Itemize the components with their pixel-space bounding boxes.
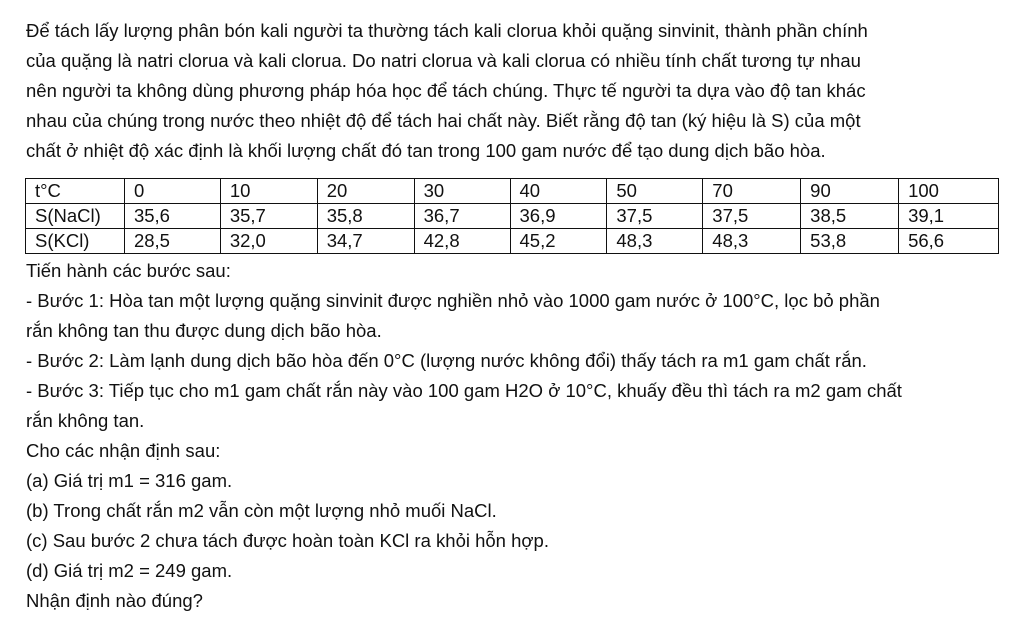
step-line: - Bước 1: Hòa tan một lượng quặng sinvinit được nghiền nhỏ vào 1000 gam nước ở 100°C, lọc bỏ phần (26, 290, 880, 311)
table-cell: 56,6 (899, 229, 999, 254)
table-row-temperature (26, 179, 999, 204)
row-label: S(NaCl) (26, 204, 125, 229)
table-cell: 20 (317, 179, 414, 204)
intro-line: của quặng là natri clorua và kali clorua. Do natri clorua và kali clorua có nhiều tính chất tương tự nhau (26, 50, 861, 71)
procedure-section (26, 256, 1002, 616)
table-row-nacl (26, 204, 999, 229)
table-cell: 0 (124, 179, 220, 204)
table-cell: 45,2 (510, 229, 607, 254)
table-cell: 53,8 (801, 229, 899, 254)
table-cell: 39,1 (899, 204, 999, 229)
statement-a: (a) Giá trị m1 = 316 gam. (26, 470, 233, 491)
table-cell: 28,5 (124, 229, 220, 254)
table-cell: 50 (607, 179, 703, 204)
question: Nhận định nào đúng? (26, 590, 203, 611)
table-cell: 36,9 (510, 204, 607, 229)
table-cell: 34,7 (317, 229, 414, 254)
step-line: rắn không tan. (26, 410, 145, 431)
step-line: - Bước 3: Tiếp tục cho m1 gam chất rắn này vào 100 gam H2O ở 10°C, khuấy đều thì tách ra m2 gam chất (26, 380, 902, 401)
intro-line: Để tách lấy lượng phân bón kali người ta thường tách kali clorua khỏi quặng sinvinit, thành phần chính (26, 20, 868, 41)
statements-heading: Cho các nhận định sau: (26, 440, 221, 461)
table-cell: 35,6 (124, 204, 220, 229)
intro-line: chất ở nhiệt độ xác định là khối lượng chất đó tan trong 100 gam nước để tạo dung dịch bão hòa. (26, 140, 826, 161)
intro-line: nên người ta không dùng phương pháp hóa học để tách chúng. Thực tế người ta dựa vào độ tan khác (26, 80, 866, 101)
table-cell: 70 (703, 179, 801, 204)
table-cell: 37,5 (607, 204, 703, 229)
table-cell: 38,5 (801, 204, 899, 229)
table-cell: 40 (510, 179, 607, 204)
table-cell: 100 (899, 179, 999, 204)
table-row-kcl (26, 229, 999, 254)
table-cell: 30 (414, 179, 510, 204)
solubility-table (25, 178, 999, 254)
table-cell: 37,5 (703, 204, 801, 229)
table-cell: 36,7 (414, 204, 510, 229)
table-cell: 32,0 (220, 229, 317, 254)
table-cell: 48,3 (703, 229, 801, 254)
table-cell: 42,8 (414, 229, 510, 254)
intro-paragraph (26, 16, 1002, 166)
statement-c: (c) Sau bước 2 chưa tách được hoàn toàn KCl ra khỏi hỗn hợp. (26, 530, 549, 551)
table-cell: 90 (801, 179, 899, 204)
row-label: t°C (26, 179, 125, 204)
row-label: S(KCl) (26, 229, 125, 254)
steps-heading: Tiến hành các bước sau: (26, 260, 231, 281)
table-cell: 48,3 (607, 229, 703, 254)
table-cell: 35,7 (220, 204, 317, 229)
statement-b: (b) Trong chất rắn m2 vẫn còn một lượng nhỏ muối NaCl. (26, 500, 497, 521)
statement-d: (d) Giá trị m2 = 249 gam. (26, 560, 233, 581)
step-line: rắn không tan thu được dung dịch bão hòa. (26, 320, 382, 341)
step-line: - Bước 2: Làm lạnh dung dịch bão hòa đến 0°C (lượng nước không đổi) thấy tách ra m1 gam chất rắn. (26, 350, 867, 371)
intro-line: nhau của chúng trong nước theo nhiệt độ để tách hai chất này. Biết rằng độ tan (ký hiệu là S) của một (26, 110, 861, 131)
table-cell: 10 (220, 179, 317, 204)
table-cell: 35,8 (317, 204, 414, 229)
